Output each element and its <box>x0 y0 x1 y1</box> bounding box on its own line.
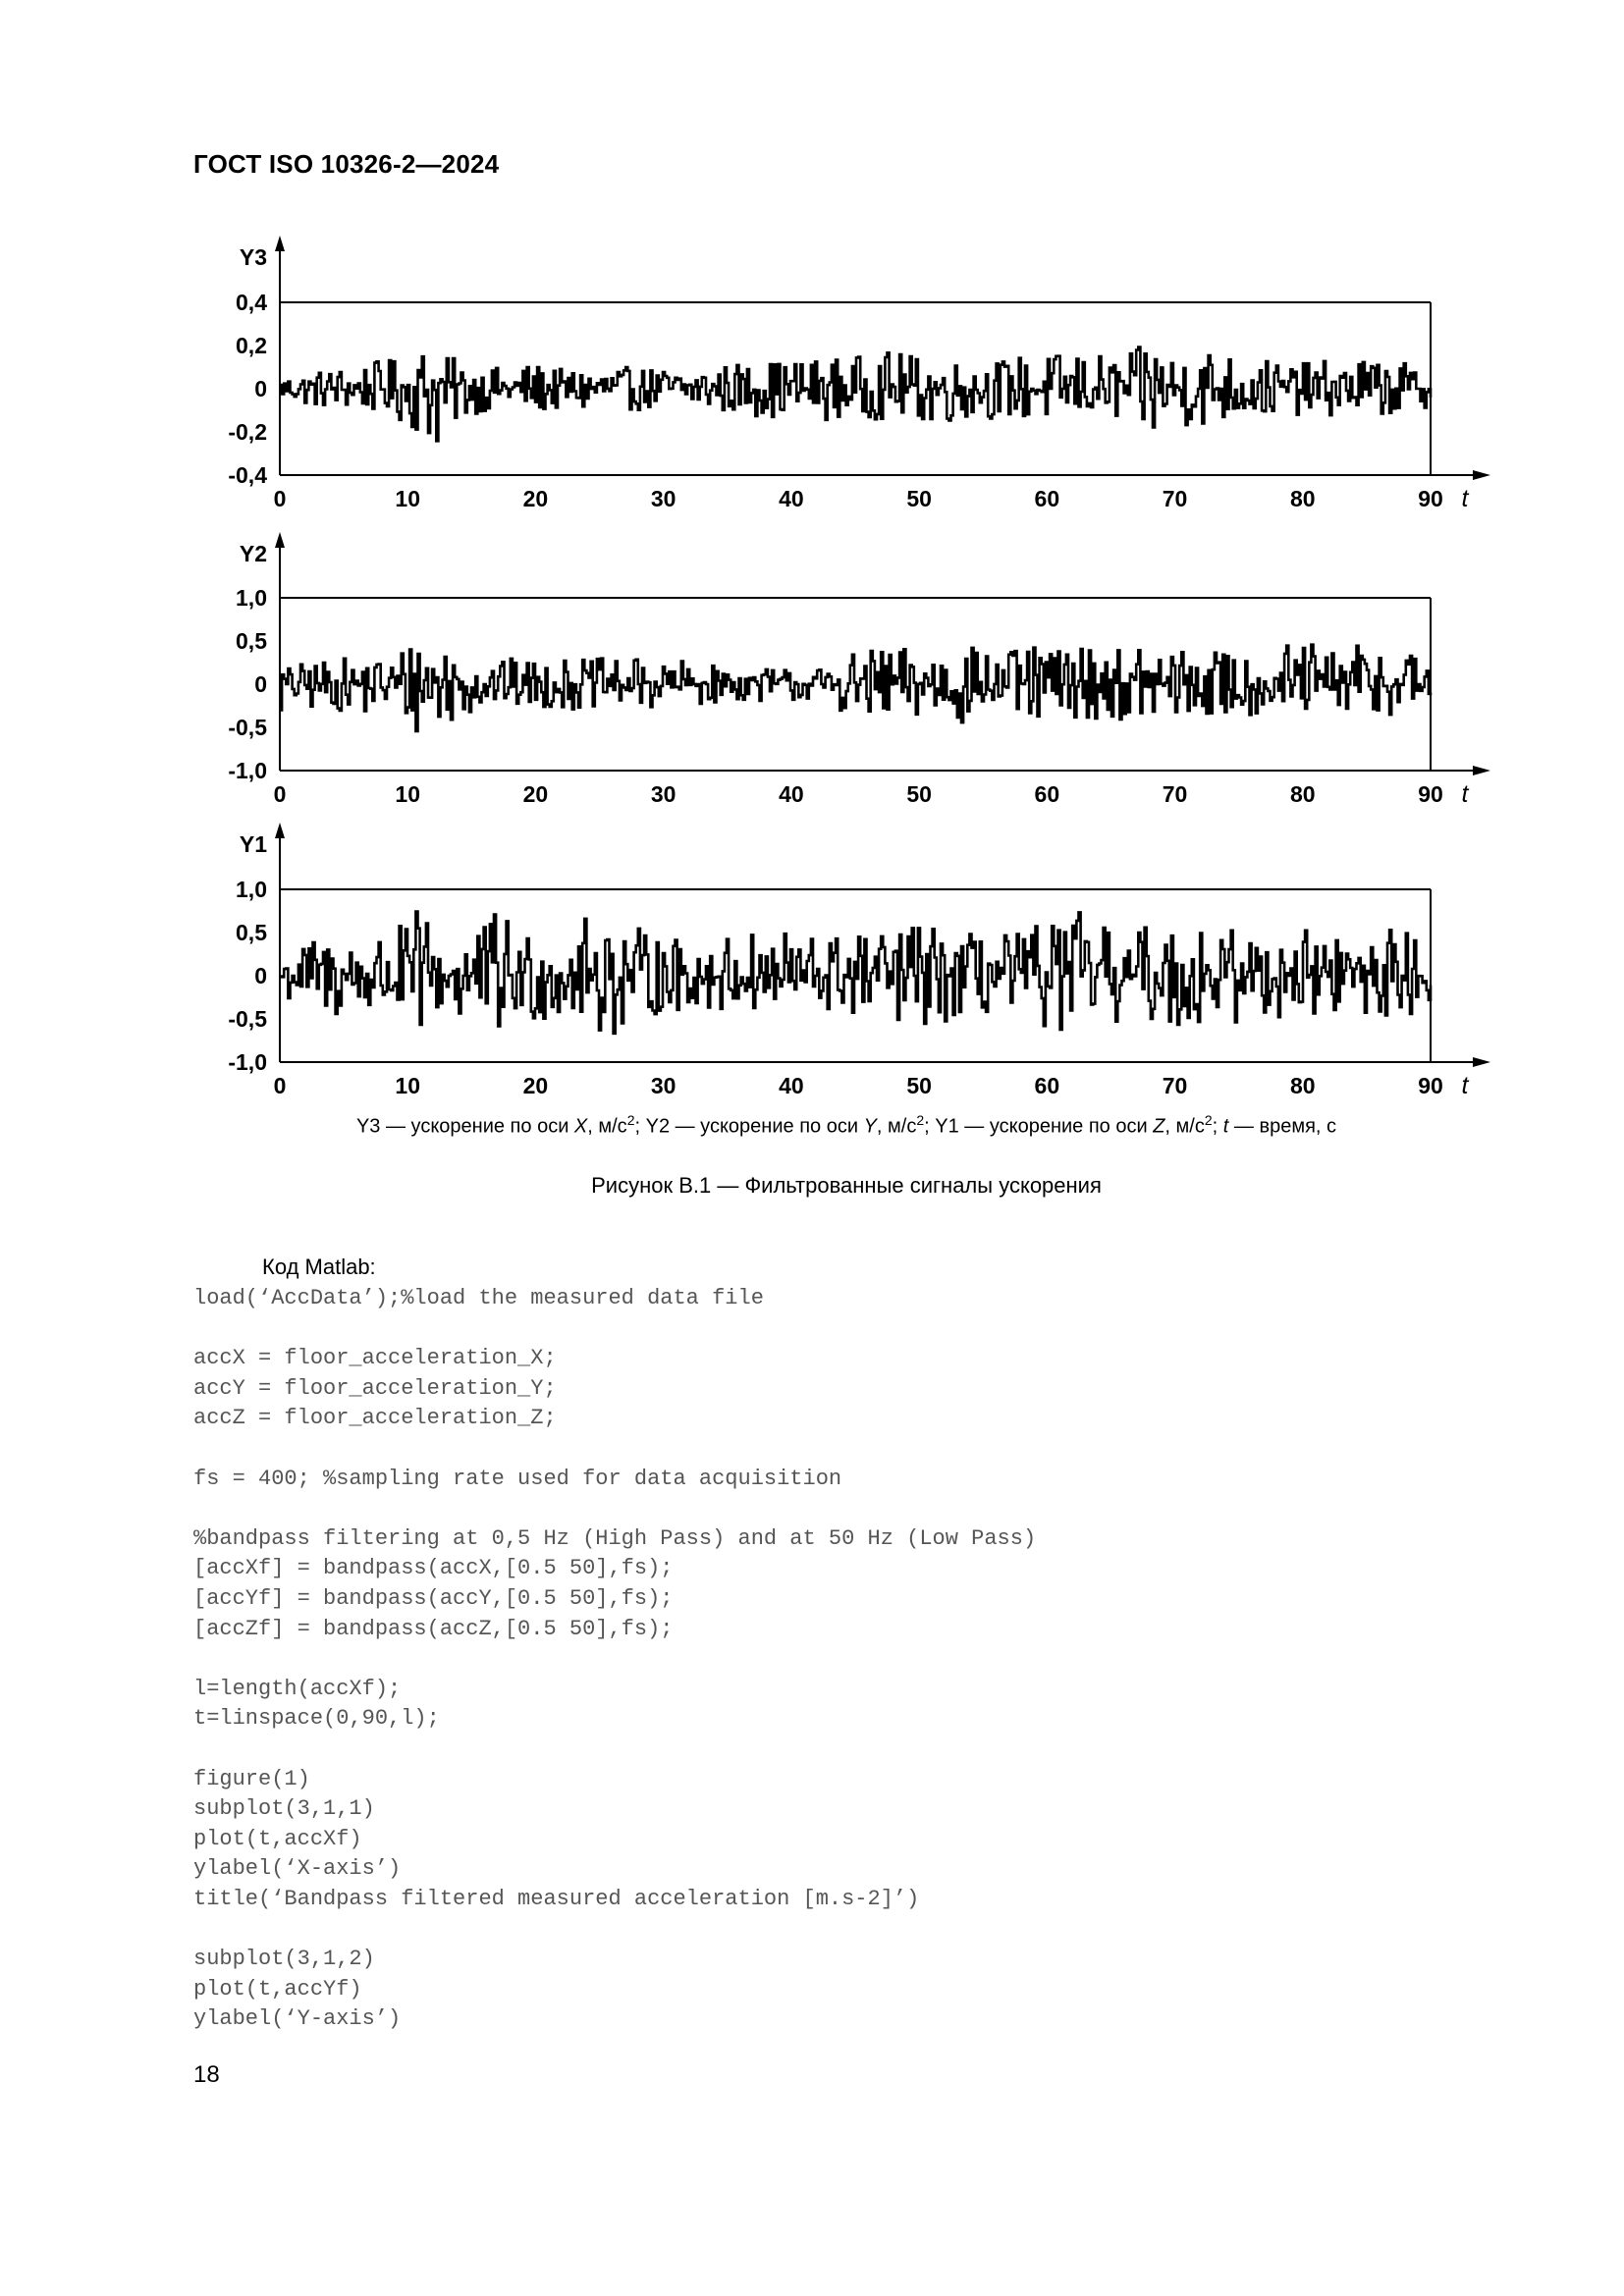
chart-panel-y1 <box>228 823 1490 1099</box>
x-tick-label: 30 <box>650 1073 677 1098</box>
series-line-y3 <box>280 347 1431 442</box>
code-line: plot(t,accXf) <box>193 1826 362 1851</box>
legend-y2-unit: , м/с <box>876 1115 917 1138</box>
x-tick-label: 0 <box>273 1073 287 1098</box>
code-line <box>193 1735 1036 1765</box>
x-tick-label: 60 <box>1034 1073 1060 1098</box>
legend-y2-text: Y2 — ускорение по оси <box>645 1115 864 1138</box>
code-line: accX = floor_acceleration_X; <box>193 1346 557 1371</box>
series-line-y2 <box>280 645 1431 731</box>
legend-sep: ; <box>924 1115 936 1138</box>
code-line: [accXf] = bandpass(accX,[0.5 50],fs); <box>193 1556 674 1581</box>
y-tick-label: -0,5 <box>228 1006 267 1032</box>
x-tick-label: 50 <box>906 486 932 511</box>
y-tick-label: -0,5 <box>228 715 267 740</box>
legend-t-variable: t <box>1222 1115 1229 1138</box>
code-line: figure(1) <box>193 1766 310 1791</box>
legend-y3-text: Y3 — ускорение по оси <box>355 1115 574 1138</box>
legend-y3-unit: , м/с <box>587 1115 627 1138</box>
y-tick-label: 0 <box>254 963 267 988</box>
code-line <box>193 1314 1036 1345</box>
y-tick-label: 0,5 <box>236 628 267 654</box>
y-tick-label: 0,5 <box>236 920 267 945</box>
x-axis-arrow <box>1473 470 1490 480</box>
x-tick-label: 20 <box>522 1073 549 1098</box>
x-axis-label: t <box>1461 485 1469 512</box>
code-line: t=linspace(0,90,l); <box>193 1706 440 1732</box>
code-line: plot(t,accYf) <box>193 1976 362 2002</box>
y-axis-arrow <box>275 236 285 251</box>
x-tick-label: 90 <box>1418 1073 1443 1098</box>
legend-y3-axis: X <box>573 1115 588 1138</box>
code-line: [accYf] = bandpass(accY,[0.5 50],fs); <box>193 1585 674 1611</box>
x-tick-label: 60 <box>1034 781 1060 807</box>
x-tick-label: 10 <box>395 781 421 807</box>
y-axis-arrow <box>275 532 285 548</box>
code-line: load(‘AccData’);%load the measured data file <box>193 1286 764 1310</box>
document-header-title: ГОСТ ISO 10326-2—2024 <box>193 149 500 179</box>
chart-panel-y2 <box>228 532 1490 808</box>
legend-y1-text: Y1 — ускорение по оси <box>935 1115 1154 1138</box>
y-axis-label: Y1 <box>239 831 268 857</box>
code-line: title(‘Bandpass filtered measured acceleration [m.s-2]’) <box>193 1886 920 1911</box>
code-line: ylabel(‘Y-axis’) <box>193 2006 402 2032</box>
figure-caption: Рисунок В.1 — Фильтрованные сигналы ускорения <box>591 1173 1102 1198</box>
x-axis-arrow <box>1473 1057 1490 1067</box>
acceleration-charts <box>0 0 1624 1109</box>
x-tick-label: 50 <box>906 781 932 807</box>
x-tick-label: 50 <box>906 1073 932 1098</box>
x-tick-label: 30 <box>650 486 677 511</box>
y-axis-label: Y3 <box>239 244 268 270</box>
code-line <box>193 1494 1036 1524</box>
y-tick-label: 0,4 <box>236 290 267 315</box>
code-line: subplot(3,1,2) <box>193 1947 375 1972</box>
x-axis-label: t <box>1461 780 1469 808</box>
x-tick-label: 20 <box>522 781 549 807</box>
legend-y1-unit-power: 2 <box>1204 1112 1213 1128</box>
x-tick-label: 10 <box>395 1073 421 1098</box>
code-line: accZ = floor_acceleration_Z; <box>193 1406 557 1431</box>
code-line <box>193 1434 1036 1465</box>
x-tick-label: 30 <box>650 781 677 807</box>
x-tick-label: 70 <box>1162 486 1188 511</box>
x-tick-label: 70 <box>1162 1073 1188 1098</box>
code-line: subplot(3,1,1) <box>193 1796 375 1822</box>
series-line-y1 <box>280 912 1431 1034</box>
x-tick-label: 60 <box>1034 486 1060 511</box>
y-tick-label: 0 <box>254 671 267 697</box>
y-tick-label: 1,0 <box>236 585 267 611</box>
x-tick-label: 70 <box>1162 781 1188 807</box>
code-line: ylabel(‘X-axis’) <box>193 1856 402 1882</box>
matlab-code-block <box>193 1284 1036 2035</box>
x-tick-label: 90 <box>1418 781 1443 807</box>
y-tick-label: 0,2 <box>236 333 267 358</box>
y-tick-label: -0,4 <box>228 462 267 488</box>
x-tick-label: 40 <box>779 486 804 511</box>
legend-y1-axis: Z <box>1153 1115 1165 1138</box>
code-line <box>193 1914 1036 1945</box>
y-tick-label: -0,2 <box>228 419 267 445</box>
x-tick-label: 80 <box>1289 781 1316 807</box>
x-tick-label: 90 <box>1418 486 1443 511</box>
code-line: [accZf] = bandpass(accZ,[0.5 50],fs); <box>193 1616 674 1641</box>
x-tick-label: 40 <box>779 781 804 807</box>
y-tick-label: -1,0 <box>228 758 267 783</box>
x-tick-label: 80 <box>1289 486 1316 511</box>
legend-sep: ; <box>1212 1115 1223 1138</box>
x-tick-label: 10 <box>395 486 421 511</box>
x-tick-label: 80 <box>1289 1073 1316 1098</box>
code-line: %bandpass filtering at 0,5 Hz (High Pass) and at 50 Hz (Low Pass) <box>193 1525 1037 1551</box>
code-line: accY = floor_acceleration_Y; <box>193 1375 557 1401</box>
x-tick-label: 0 <box>273 486 287 511</box>
legend-sep: ; <box>634 1115 646 1138</box>
legend-y2-unit-power: 2 <box>916 1112 925 1128</box>
code-line: fs = 400; %sampling rate used for data acquisition <box>193 1466 842 1491</box>
x-tick-label: 0 <box>273 781 287 807</box>
x-tick-label: 40 <box>779 1073 804 1098</box>
y-tick-label: 1,0 <box>236 877 267 902</box>
code-line: l=length(accXf); <box>193 1676 402 1701</box>
y-axis-label: Y2 <box>239 541 268 566</box>
code-label: Код Matlab: <box>262 1255 376 1279</box>
y-tick-label: 0 <box>254 376 267 401</box>
y-tick-label: -1,0 <box>228 1049 267 1075</box>
legend-t-text: — время, с <box>1228 1115 1337 1138</box>
chart-panel-y3 <box>228 236 1490 512</box>
legend-y2-axis: Y <box>863 1115 877 1138</box>
legend-y3-unit-power: 2 <box>626 1112 635 1128</box>
code-line <box>193 1644 1036 1675</box>
y-axis-arrow <box>275 823 285 838</box>
page-number: 18 <box>193 2061 220 2088</box>
figure-legend <box>0 1112 1624 1139</box>
x-axis-arrow <box>1473 766 1490 775</box>
x-axis-label: t <box>1461 1072 1469 1099</box>
legend-y1-unit: , м/с <box>1164 1115 1205 1138</box>
x-tick-label: 20 <box>522 486 549 511</box>
